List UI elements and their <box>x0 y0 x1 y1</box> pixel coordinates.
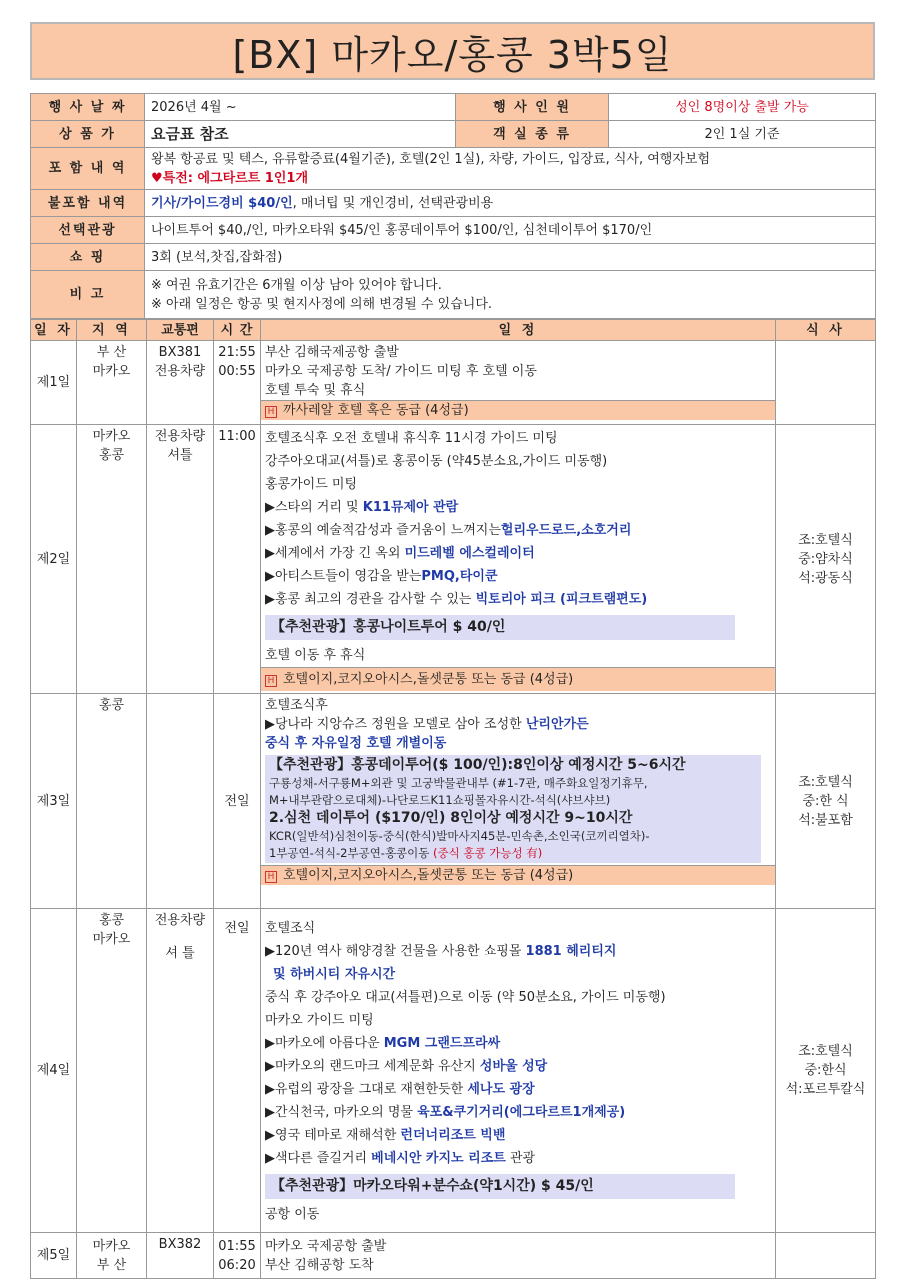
day2-label: 제2일 <box>31 425 77 694</box>
day3-label: 제3일 <box>31 694 77 909</box>
day3-option-1-title: 【추천관광】홍콩데이투어($ 100/인):8인이상 예정시간 5~6시간 <box>269 757 686 773</box>
day2-line-2: 강주아오대교(셔틀)로 홍콩이동 (약45분소요,가이드 미동행) <box>265 454 608 469</box>
people-label: 행 사 인 원 <box>456 94 609 121</box>
day1-transport-1: BX381 <box>158 345 202 360</box>
day4-line-11c: 관광 <box>505 1151 536 1166</box>
day1-line-2: 마카오 국제공항 도착/ 가이드 미팅 후 호텔 이동 <box>265 364 537 379</box>
day3-option-2-desc-1: KCR(일반석)심천이동-중식(한식)발마사지45분-민속촌,소인국(코끼리열차)- <box>269 829 650 843</box>
hotel-icon: H <box>265 871 277 883</box>
day1-time <box>214 341 261 425</box>
day2-line-1: 호텔조식후 오전 호텔내 휴식후 11시경 가이드 미팅 <box>265 431 558 446</box>
day5-itinerary <box>261 1233 776 1279</box>
day5-time <box>214 1233 261 1279</box>
info-row-date <box>31 94 876 121</box>
day5-meal <box>776 1233 876 1279</box>
include-value: 왕복 항공료 및 텍스, 유류할증료(4월기준), 호텔(2인 1실), 차량, 가이드, 입장료, 식사, 여행자보험 <box>151 151 711 167</box>
info-row-note <box>31 271 876 319</box>
schedule-row-day5 <box>31 1233 876 1279</box>
day3-meal <box>776 694 876 909</box>
day3-option-2-desc-2 <box>269 845 757 862</box>
day3-line-2b: 난리안가든 <box>525 717 589 732</box>
day4-line-6a: ▶마카오에 아름다운 <box>265 1036 384 1051</box>
day2-line-3: 홍콩가이드 미팅 <box>265 477 358 492</box>
header-transport: 교통편 <box>147 320 214 341</box>
day1-region-1: 부 산 <box>96 345 127 360</box>
day4-itinerary <box>261 909 776 1233</box>
day4-meal-3: 석:포르투칼식 <box>785 1082 866 1097</box>
day4-time-1: 전일 <box>224 921 250 936</box>
header-day: 일 자 <box>31 320 77 341</box>
day3-meal-2: 중:한 식 <box>802 793 849 809</box>
day2-recommend-tour: 【추천관광】홍콩나이트투어 $ 40/인 <box>265 615 735 640</box>
day5-line-1: 마카오 국제공항 출발 <box>265 1238 387 1254</box>
price-label: 상 품 가 <box>31 121 145 148</box>
day2-hotel-text: 호텔이지,코지오아시스,돌셋쿤통 또는 동급 (4성급) <box>283 672 574 687</box>
day2-hotel <box>261 667 775 691</box>
day3-option-2-desc-2b: (중식 홍콩 가능성 有) <box>433 846 543 860</box>
day2-line-8 <box>265 588 771 611</box>
day5-region <box>77 1233 147 1279</box>
day3-itinerary <box>261 694 776 909</box>
day1-hotel-text: 까사레알 호텔 혹은 동급 (4성급) <box>283 403 469 418</box>
price-value: 요금표 참조 <box>145 121 456 148</box>
day5-transport <box>147 1233 214 1279</box>
note-label: 비 고 <box>31 271 145 319</box>
schedule-header-row <box>31 320 876 341</box>
schedule-row-day1 <box>31 341 876 425</box>
day4-line-9 <box>265 1101 771 1124</box>
day5-line-2: 부산 김해공항 도착 <box>265 1257 374 1273</box>
day4-line-11 <box>265 1147 771 1170</box>
day2-region-1: 마카오 <box>92 429 131 444</box>
day4-transport-2: 셔 틀 <box>165 946 195 961</box>
day2-line-6 <box>265 542 771 565</box>
day4-line-4: 중식 후 강주아오 대교(셔틀편)으로 이동 (약 50분소요, 가이드 미동행) <box>265 990 666 1005</box>
day3-option-1-desc-1: 구룡성채-서구룡M+외관 및 고궁박물관내부 (#1-7관, 매주화요일정기휴무, <box>269 776 648 790</box>
header-itinerary: 일 정 <box>261 320 776 341</box>
schedule-row-day2 <box>31 425 876 694</box>
date-label: 행 사 날 짜 <box>31 94 145 121</box>
day4-line-6b: MGM 그랜드프라싸 <box>383 1036 501 1051</box>
day2-line-5 <box>265 519 771 542</box>
day4-line-8a: ▶유럽의 광장을 그대로 재현한듯한 <box>265 1082 468 1097</box>
day3-line-2a: ▶당나라 지앙슈즈 정원을 모델로 삼아 조성한 <box>265 717 526 732</box>
day3-option-1-desc-2: M+내부관람으로대체)-나단로드K11쇼핑몰자유시간-석식(샤브샤브) <box>269 793 611 807</box>
day5-time-2: 06:20 <box>218 1257 256 1273</box>
day5-region-1: 마카오 <box>92 1238 131 1254</box>
day2-meal-2: 중:얌차식 <box>798 551 853 567</box>
day2-line-6a: ▶세계에서 가장 긴 옥외 <box>265 546 405 561</box>
day1-transport <box>147 341 214 425</box>
day2-line-5b: 헐리우드로드,소호거리 <box>500 523 632 538</box>
day2-line-7 <box>265 565 771 588</box>
day1-region-2: 마카오 <box>92 364 131 379</box>
day4-line-2a: ▶120년 역사 해양경찰 건물을 사용한 쇼핑몰 <box>265 944 526 959</box>
info-row-option <box>31 217 876 244</box>
day4-line-8b: 세나도 광장 <box>467 1082 535 1097</box>
day2-line-8a: ▶홍콩 최고의 경관을 감사할 수 있는 <box>265 592 476 607</box>
day2-transport-1: 전용차량 <box>154 429 206 444</box>
day2-line-4 <box>265 496 771 519</box>
day4-line-10b: 런더너리조트 빅밴 <box>400 1128 506 1143</box>
schedule-row-day4 <box>31 909 876 1233</box>
day4-line-7a: ▶마카오의 랜드마크 세계문화 유산지 <box>265 1059 480 1074</box>
day5-time-1: 01:55 <box>218 1238 256 1254</box>
day4-line-5: 마카오 가이드 미팅 <box>265 1013 374 1028</box>
day2-time <box>214 425 261 694</box>
shopping-value: 3회 (보석,찻집,잡화점) <box>145 244 876 271</box>
day1-time-2: 00:55 <box>218 364 256 379</box>
info-row-shopping <box>31 244 876 271</box>
day5-transport-1: BX382 <box>158 1237 202 1252</box>
day4-line-12: 공항 이동 <box>265 1207 320 1222</box>
day1-itinerary <box>261 341 776 425</box>
day4-line-2 <box>265 940 771 963</box>
info-table <box>30 93 876 319</box>
day3-time <box>214 694 261 909</box>
hotel-icon: H <box>265 406 277 418</box>
include-cell <box>145 148 876 190</box>
day4-transport-1: 전용차량 <box>154 913 206 928</box>
day4-region-2: 마카오 <box>92 932 131 947</box>
day3-line-2 <box>265 715 771 734</box>
info-row-include <box>31 148 876 190</box>
day5-label: 제5일 <box>31 1233 77 1279</box>
day4-line-6 <box>265 1032 771 1055</box>
day4-line-11a: ▶색다른 즐길거리 <box>265 1151 372 1166</box>
day1-label: 제1일 <box>31 341 77 425</box>
shopping-label: 쇼 핑 <box>31 244 145 271</box>
day3-region-1: 홍콩 <box>98 698 125 713</box>
day4-line-2b: 1881 헤리티지 <box>525 944 617 959</box>
day3-hotel <box>261 865 775 885</box>
day2-line-5a: ▶홍콩의 예술적감성과 즐거움이 느껴지는 <box>265 523 501 538</box>
day3-line-3: 중식 후 자유일정 호텔 개별이동 <box>265 736 447 751</box>
day4-time <box>214 909 261 1233</box>
schedule-row-day3 <box>31 694 876 909</box>
day3-option-box <box>265 755 761 863</box>
day1-line-1: 부산 김해국제공항 출발 <box>265 345 399 360</box>
day1-line-3: 호텔 투숙 및 휴식 <box>265 383 366 398</box>
day3-meal-1: 조:호텔식 <box>798 774 853 790</box>
note-cell <box>145 271 876 319</box>
day1-time-1: 21:55 <box>218 345 256 360</box>
day2-transport <box>147 425 214 694</box>
day4-label: 제4일 <box>31 909 77 1233</box>
day2-meal-3: 석:광동식 <box>798 570 853 586</box>
day4-line-7b: 성바울 성당 <box>479 1059 548 1074</box>
page-title-box <box>30 22 875 80</box>
room-label: 객 실 종 류 <box>456 121 609 148</box>
exclude-highlight: 기사/가이드경비 $40/인 <box>151 195 293 211</box>
day2-meal-1: 조:호텔식 <box>798 532 853 548</box>
day1-meal <box>776 341 876 425</box>
day4-line-9b: 육포&쿠기거리(에그타르트1개제공) <box>417 1105 626 1120</box>
note-1: ※ 여권 유효기간은 6개월 이상 남아 있어야 합니다. <box>151 277 442 293</box>
day2-line-7b: PMQ,타이쿤 <box>421 569 498 584</box>
day1-hotel <box>261 400 775 420</box>
day4-line-10a: ▶영국 테마로 재해석한 <box>265 1128 401 1143</box>
room-value: 2인 1실 기준 <box>609 121 876 148</box>
day5-region-2: 부 산 <box>96 1257 127 1273</box>
day2-itinerary <box>261 425 776 694</box>
day4-region <box>77 909 147 1233</box>
header-meal: 식 사 <box>776 320 876 341</box>
header-time: 시 간 <box>214 320 261 341</box>
exclude-label: 불포함 내역 <box>31 190 145 217</box>
exclude-rest: , 매너팁 및 개인경비, 선택관광비용 <box>292 195 494 211</box>
include-label: 포 함 내 역 <box>31 148 145 190</box>
day4-line-11b: 베네시안 카지노 리조트 <box>371 1151 506 1166</box>
day2-line-4b: K11뮤제아 관람 <box>362 500 459 515</box>
exclude-cell <box>145 190 876 217</box>
day3-hotel-text: 호텔이지,코지오아시스,돌셋쿤통 또는 동급 (4성급) <box>283 868 574 883</box>
info-row-exclude <box>31 190 876 217</box>
day2-meal <box>776 425 876 694</box>
day3-time-1: 전일 <box>224 793 250 809</box>
option-value: 나이트투어 $40,/인, 마카오타워 $45/인 홍콩데이투어 $100/인, 심천데이투어 $170/인 <box>145 217 876 244</box>
day4-line-8 <box>265 1078 771 1101</box>
hotel-icon: H <box>265 675 277 687</box>
day3-region <box>77 694 147 909</box>
day2-line-7a: ▶아티스트들이 영감을 받는 <box>265 569 422 584</box>
day4-meal-2: 중:한식 <box>804 1063 847 1078</box>
people-value: 성인 8명이상 출발 가능 <box>609 94 876 121</box>
day4-recommend-tour: 【추천관광】마카오타워+분수쇼(약1시간) $ 45/인 <box>265 1174 735 1199</box>
day4-line-7 <box>265 1055 771 1078</box>
day2-line-4a: ▶스타의 거리 및 <box>265 500 363 515</box>
day4-region-1: 홍콩 <box>98 913 125 928</box>
day4-meal <box>776 909 876 1233</box>
day4-line-10 <box>265 1124 771 1147</box>
day2-line-9: 호텔 이동 후 휴식 <box>265 648 366 663</box>
day3-option-2-title: 2.심천 데이투어 ($170/인) 8인이상 예정시간 9~10시간 <box>269 810 633 826</box>
note-2: ※ 아래 일정은 항공 및 현지사정에 의해 변경될 수 있습니다. <box>151 296 493 312</box>
option-label: 선택관광 <box>31 217 145 244</box>
day2-time-1: 11:00 <box>218 429 256 444</box>
day1-transport-2: 전용차량 <box>154 364 206 379</box>
page-title: [BX] 마카오/홍콩 3박5일 <box>232 32 673 77</box>
schedule-table <box>30 319 876 1279</box>
date-value: 2026년 4월 ~ <box>145 94 456 121</box>
day2-region-2: 홍콩 <box>98 448 125 463</box>
day3-line-1: 호텔조식후 <box>265 698 328 713</box>
day2-region <box>77 425 147 694</box>
day4-line-3: 및 하버시티 자유시간 <box>273 967 396 982</box>
day3-option-2-desc-2a: 1부공연-석식-2부공연-홍콩이동 <box>269 846 434 860</box>
day2-line-8b: 빅토리아 피크 (피크트램편도) <box>475 592 648 607</box>
day3-transport <box>147 694 214 909</box>
day4-transport <box>147 909 214 1233</box>
info-row-price <box>31 121 876 148</box>
day4-line-9a: ▶간식천국, 마카오의 명물 <box>265 1105 418 1120</box>
day4-meal-1: 조:호텔식 <box>798 1044 853 1059</box>
day3-meal-3: 석:불포함 <box>798 812 853 828</box>
day2-transport-2: 셔틀 <box>167 448 193 463</box>
day1-region <box>77 341 147 425</box>
include-special: ♥특전: 에그타르트 1인1개 <box>151 170 309 186</box>
header-region: 지 역 <box>77 320 147 341</box>
day4-line-1: 호텔조식 <box>265 921 316 936</box>
day2-line-6b: 미드레벨 에스컬레이터 <box>404 546 535 561</box>
